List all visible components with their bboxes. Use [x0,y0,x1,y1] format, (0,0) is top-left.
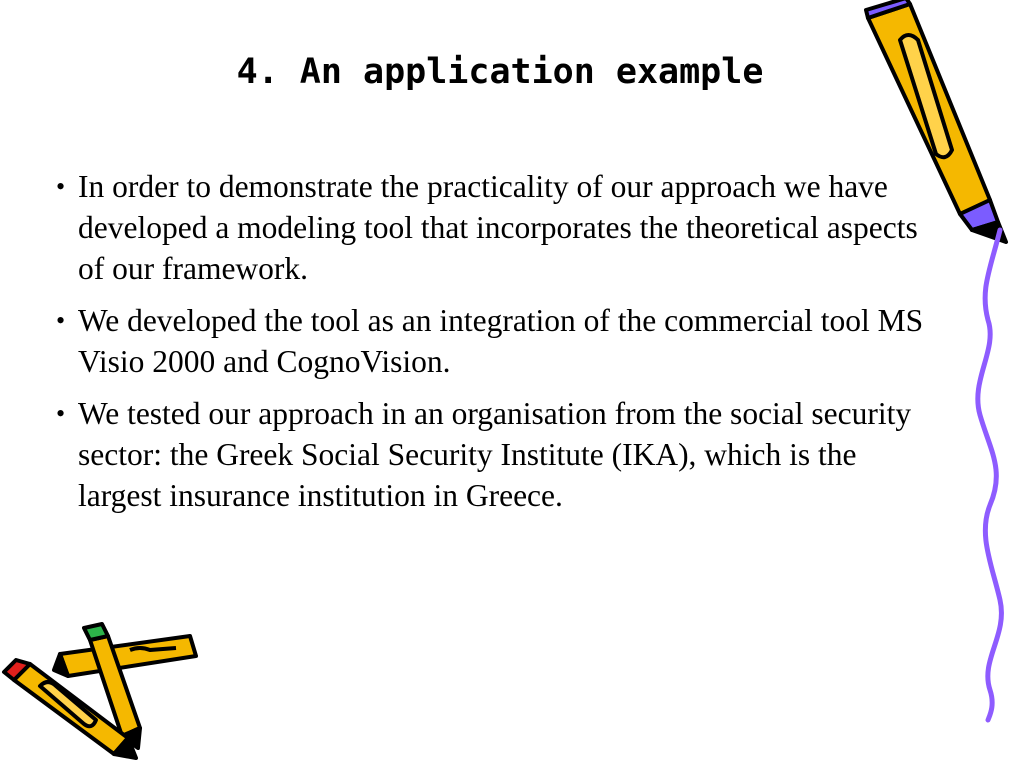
crossed-pencils-clipart-icon [0,620,210,760]
bullet-text: We tested our approach in an organisation from the social security sector: the Greek Social Security Institute (IKA), which is the largest insurance institution in Greece. [78,396,912,513]
bullet-list [56,166,936,527]
slide-title: 4. An application example [236,52,764,92]
bullet-dot-icon: • [56,306,66,335]
bullet-dot-icon: • [56,399,66,428]
bullet-item [56,393,936,516]
bullet-item [56,300,936,382]
squiggle-line-icon [960,230,1020,720]
bullet-dot-icon: • [56,172,66,201]
pencil-clipart-icon [860,0,1010,245]
bullet-text: In order to demonstrate the practicality of our approach we have developed a modeling tool that incorporates the theoretical aspects of our framework. [78,169,918,286]
bullet-item [56,166,936,289]
bullet-text: We developed the tool as an integration of the commercial tool MS Visio 2000 and CognoVision. [78,303,924,379]
